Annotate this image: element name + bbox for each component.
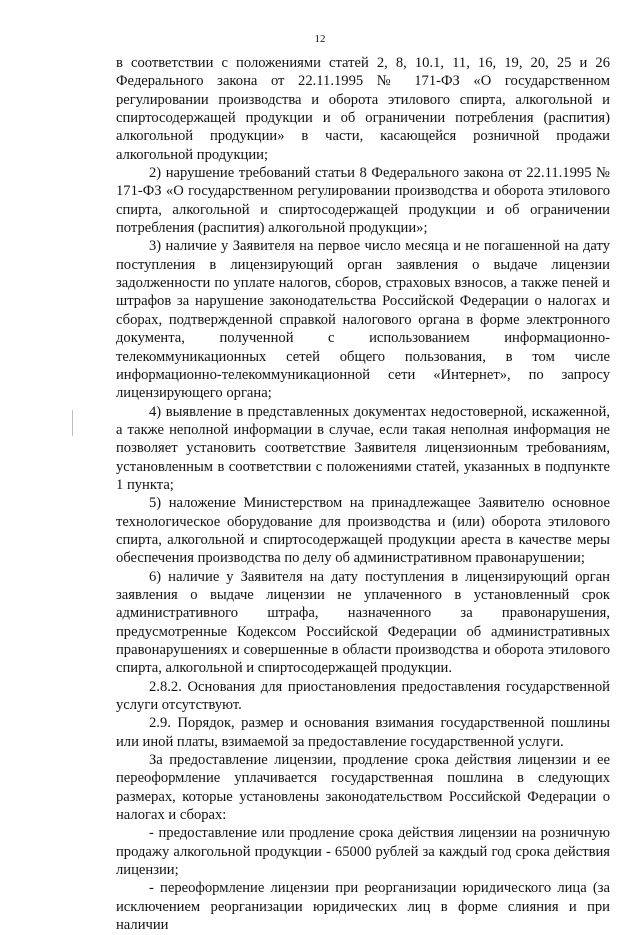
paragraph-item-2: 2) нарушение требований статьи 8 Федерального закона от 22.11.1995 № 171-ФЗ «О государственном регулировании производства и оборота этилового спирта, алкогольной и спиртосодержащей продукции и об ограничении потребления (распития) алкогольной продукции»; [116,165,610,237]
paragraph-section-2-8-2: 2.8.2. Основания для приостановления предоставления государственной услуги отсутствуют. [116,678,610,714]
paragraph-item-5: 5) наложение Министерством на принадлежащее Заявителю основное технологическое оборудование для производства и (или) оборота этилового спирта, алкогольной и спиртосодержащей продукции ареста в качестве меры обеспечения производства по делу об административном правонарушении; [116,495,610,567]
paragraph-fee-item-1: - предоставление или продление срока действия лицензии на розничную продажу алкогольной продукции - 65000 рублей за каждый год срока действия лицензии; [116,825,610,879]
paragraph-item-3: 3) наличие у Заявителя на первое число месяца и не погашенной на дату поступления в лицензирующий орган заявления о выдаче лицензии задолженности по уплате налогов, сборов, страховых взносов, а также пеней и штрафов за нарушение законодательства Российской Федерации о налогах и сборах, подтвержденной справкой налогового органа в форме электронного документа, полученной с использованием информационно-телекоммуникационных сетей общего пользования, в том числе информационно-телекоммуникационной сети «Интернет», по запросу лицензирующего органа; [116,238,610,402]
document-body [116,54,610,935]
paragraph-fee-item-2: - переоформление лицензии при реорганизации юридического лица (за исключением реорганизации юридических лиц в форме слияния и при наличии [116,880,610,934]
paragraph-item-6: 6) наличие у Заявителя на дату поступления в лицензирующий орган заявления о выдаче лицензии не уплаченного в установленный срок административного штрафа, назначенного за правонарушения, предусмотренные Кодексом Российской Федерации об административных правонарушениях и совершенные в области производства и оборота этилового спирта, алкогольной и спиртосодержащей продукции. [116,568,610,677]
paragraph-section-2-9: 2.9. Порядок, размер и основания взимания государственной пошлины или иной платы, взимаемой за предоставление государственной услуги. [116,715,610,750]
paragraph-item-4: 4) выявление в представленных документах недостоверной, искаженной, а также неполной информации в случае, если такая неполная информация не позволяет установить соответствие Заявителя лицензионным требованиям, установленным в соответствии с положениями статей, указанных в подпункте 1 пункта; [116,403,610,493]
page-number: 12 [314,33,326,45]
paragraph-continuation: в соответствии с положениями статей 2, 8, 10.1, 11, 16, 19, 20, 25 и 26 Федерального закона от 22.11.1995 № 171-ФЗ «О государственном регулировании производства и оборота этилового спирта, алкогольной и спиртосодержащей продукции и об ограничении потребления (распития) алкогольной продукции» в части, касающейся розничной продажи алкогольной продукции; [116,55,610,163]
paragraph-fee-intro: За предоставление лицензии, продление срока действия лицензии и ее переоформление уплачивается государственная пошлина в следующих размерах, которые установлены законодательством Российской Федерации о налогах и сборах: [116,752,610,824]
margin-mark [72,410,73,436]
